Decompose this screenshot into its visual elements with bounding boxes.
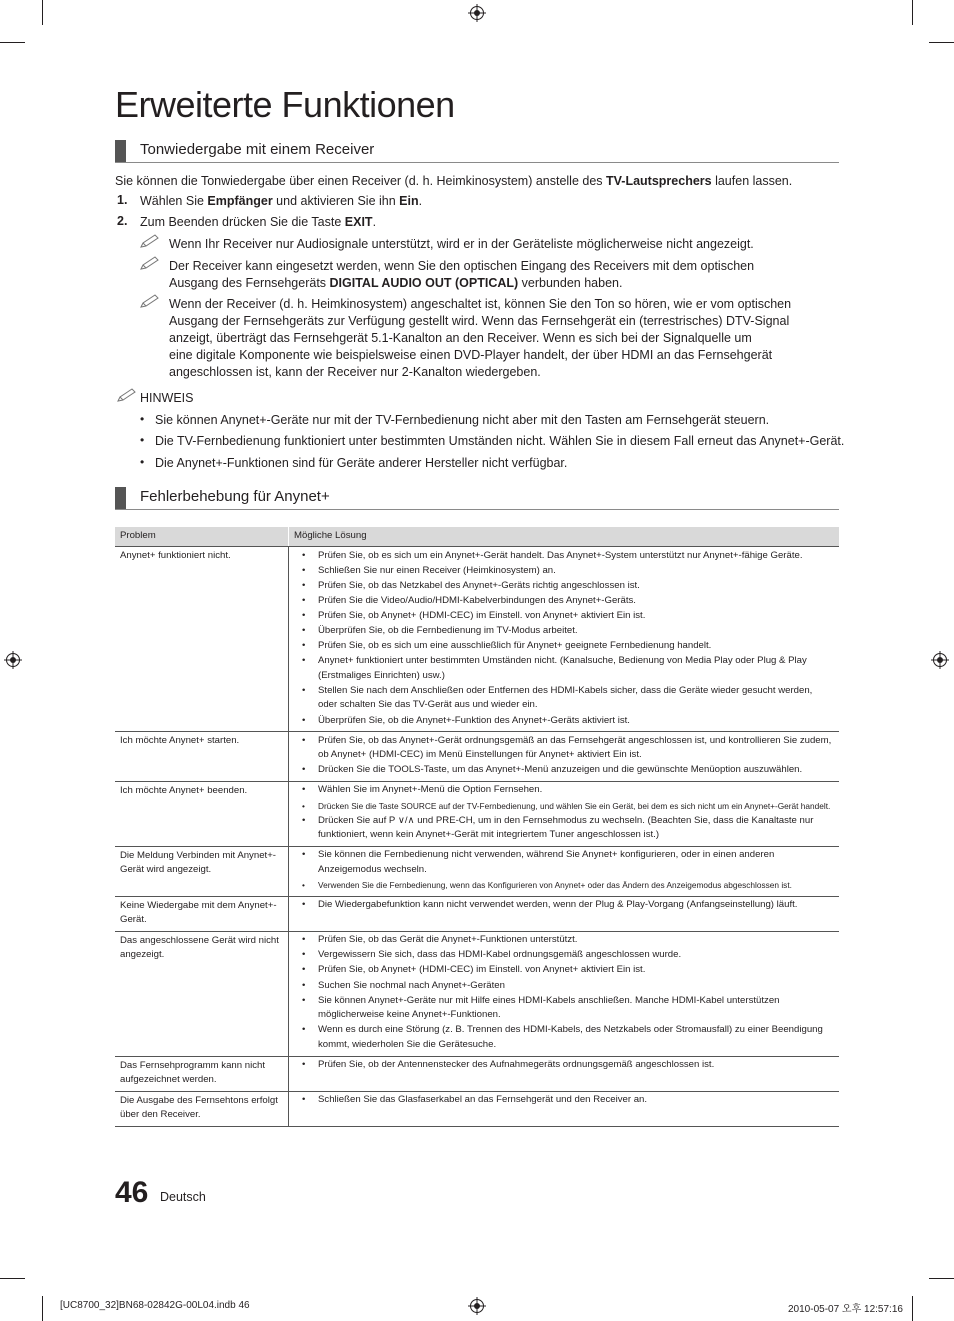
table-row xyxy=(115,732,839,782)
solution-item: • Vergewissern Sie sich, dass das HDMI-Kabel ordnungsgemäß angeschlossen wurde. xyxy=(294,948,834,963)
step-number: 1. xyxy=(117,193,128,207)
note-text: Wenn Ihr Receiver nur Audiosignale unterstützt, wird er in der Geräteliste möglicherweise nicht angezeigt. xyxy=(169,237,754,251)
problem-cell: Die Ausgabe des Fernsehtons erfolgt über den Receiver. xyxy=(115,1091,289,1126)
solution-cell xyxy=(289,896,840,931)
solution-item: • Prüfen Sie, ob es sich um ein Anynet+-Gerät handelt. Das Anynet+-System unterstützt nur Anynet+-fähige Geräte. xyxy=(294,549,834,564)
solution-cell xyxy=(289,732,840,782)
registration-mark-icon xyxy=(468,4,486,22)
solution-cell xyxy=(289,846,840,896)
registration-mark-icon xyxy=(931,651,949,669)
solution-item: • Drücken Sie auf P ∨/∧ und PRE-CH, um in den Fernsehmodus zu wechseln. (Beachten Sie, dass die Kanaltaste nur funktioniert, wenn kein Anynet+-Gerät mit integriertem Tuner angeschlossen ist.) xyxy=(294,814,834,843)
column-header-problem: Problem xyxy=(115,527,289,547)
registration-mark-icon xyxy=(4,651,22,669)
print-file-info: [UC8700_32]BN68-02842G-00L04.indb 46 xyxy=(60,1300,250,1311)
crop-mark xyxy=(0,42,25,43)
problem-cell: Ich möchte Anynet+ starten. xyxy=(115,732,289,782)
solution-item: • Wählen Sie im Anynet+-Menü die Option Fernsehen. xyxy=(294,783,834,798)
solution-item: • Drücken Sie die TOOLS-Taste, um das Anynet+-Menü anzuzeigen und die gewünschte Menüoption auszuwählen. xyxy=(294,763,834,778)
page-language: Deutsch xyxy=(160,1190,206,1204)
solution-item: • Verwenden Sie die Fernbedienung, wenn das Konfigurieren von Anynet+ oder das Ändern des Anzeigemodus abgeschlossen ist. xyxy=(294,878,834,893)
solution-item: • Prüfen Sie, ob es sich um eine ausschließlich für Anynet+ geeignete Fernbedienung handelt. xyxy=(294,639,834,654)
pencil-note-icon xyxy=(140,294,160,308)
solution-item: • Wenn es durch eine Störung (z. B. Trennen des HDMI-Kabels, des Netzkabels oder Stromausfall) zu einer Beendigung kommt, wiederholen Sie die Gerätesuche. xyxy=(294,1023,834,1052)
section-heading-receiver xyxy=(115,140,839,163)
solution-item: • Überprüfen Sie, ob die Fernbedienung im TV-Modus arbeitet. xyxy=(294,624,834,639)
solution-item: • Die Wiedergabefunktion kann nicht verwendet werden, wenn der Plug & Play-Vorgang (Anfangseinstellung) läuft. xyxy=(294,898,834,913)
page-title: Erweiterte Funktionen xyxy=(115,84,455,125)
intro-paragraph: Sie können die Tonwiedergabe über einen Receiver (d. h. Heimkinosystem) anstelle des TV-Lautsprechers laufen lassen. xyxy=(115,174,793,188)
solution-cell xyxy=(289,547,840,732)
solution-cell xyxy=(289,931,840,1056)
solution-item: • Sie können die Fernbedienung nicht verwenden, während Sie Anynet+ konfigurieren, oder in einen anderen Anzeigemodus wechseln. xyxy=(294,848,834,877)
solution-item: • Sie können Anynet+-Geräte nur mit Hilfe eines HDMI-Kabels anschließen. Manche HDMI-Kabel unterstützen möglicherweise keine Anynet+-Funktionen. xyxy=(294,994,834,1023)
problem-cell: Das Fernsehprogramm kann nicht aufgezeichnet werden. xyxy=(115,1056,289,1091)
solution-item: • Prüfen Sie, ob Anynet+ (HDMI-CEC) im Einstell. von Anynet+ aktiviert Ein ist. xyxy=(294,963,834,978)
solution-item: • Schließen Sie das Glasfaserkabel an das Fernsehgerät und den Receiver an. xyxy=(294,1093,834,1108)
section-heading-troubleshooting xyxy=(115,487,839,510)
section-bar xyxy=(115,140,126,162)
solution-item: • Anynet+ funktioniert unter bestimmten Umständen nicht. (Kanalsuche, Bedienung von Media Play oder Plug & Play (Erstmaliges Einrichten) usw.) xyxy=(294,654,834,683)
crop-mark xyxy=(42,1296,43,1321)
column-header-solution: Mögliche Lösung xyxy=(289,527,840,547)
registration-mark-icon xyxy=(468,1297,486,1315)
bullet-icon: • xyxy=(140,433,145,447)
table-header-row xyxy=(115,527,839,547)
solution-item: • Suchen Sie nochmal nach Anynet+-Geräten xyxy=(294,979,834,994)
bullet-icon: • xyxy=(140,455,145,469)
problem-cell: Ich möchte Anynet+ beenden. xyxy=(115,781,289,846)
solution-cell xyxy=(289,1091,840,1126)
troubleshooting-table xyxy=(115,527,839,1127)
table-row xyxy=(115,1091,839,1126)
table-row xyxy=(115,1056,839,1091)
problem-cell: Die Meldung Verbinden mit Anynet+-Gerät wird angezeigt. xyxy=(115,846,289,896)
table-row xyxy=(115,846,839,896)
pencil-note-icon xyxy=(140,256,160,270)
solution-item: • Prüfen Sie, ob das Anynet+-Gerät ordnungsgemäß an das Fernsehgerät angeschlossen ist, und kontrollieren Sie zudem, ob Anynet+ (HDMI-CEC) im Menü Einstellungen für Anynet+ aktiviert Ein ist. xyxy=(294,734,834,763)
solution-cell xyxy=(289,1056,840,1091)
hinweis-bullet: Die TV-Fernbedienung funktioniert unter bestimmten Umständen nicht. Wählen Sie in diesem Fall erneut das Anynet+-Gerät. xyxy=(155,434,845,448)
table-row xyxy=(115,896,839,931)
page-number: 46 xyxy=(115,1176,149,1209)
pencil-note-icon xyxy=(140,234,160,248)
problem-cell: Anynet+ funktioniert nicht. xyxy=(115,547,289,732)
hinweis-bullet: Sie können Anynet+-Geräte nur mit der TV-Fernbedienung nicht aber mit den Tasten am Fernsehgerät steuern. xyxy=(155,413,770,427)
crop-mark xyxy=(42,0,43,25)
solution-item: • Überprüfen Sie, ob die Anynet+-Funktion des Anynet+-Geräts aktiviert ist. xyxy=(294,714,834,729)
problem-cell: Keine Wiedergabe mit dem Anynet+-Gerät. xyxy=(115,896,289,931)
problem-cell: Das angeschlossene Gerät wird nicht angezeigt. xyxy=(115,931,289,1056)
bullet-icon: • xyxy=(140,412,145,426)
solution-item: • Prüfen Sie, ob das Netzkabel des Anynet+-Geräts richtig angeschlossen ist. xyxy=(294,579,834,594)
step-text: Zum Beenden drücken Sie die Taste EXIT. xyxy=(140,215,377,229)
solution-item: • Prüfen Sie, ob der Antennenstecker des Aufnahmegeräts ordnungsgemäß angeschlossen ist. xyxy=(294,1058,834,1073)
crop-mark xyxy=(0,1278,25,1279)
section-title: Tonwiedergabe mit einem Receiver xyxy=(140,141,375,158)
crop-mark xyxy=(912,0,913,25)
table-row xyxy=(115,547,839,732)
hinweis-label: HINWEIS xyxy=(140,391,194,405)
pencil-note-icon xyxy=(117,388,137,402)
table-row xyxy=(115,781,839,846)
solution-item: • Drücken Sie die Taste SOURCE auf der TV-Fernbedienung, und wählen Sie ein Gerät, bei dem es sich nicht um ein Anynet+-Gerät handelt. xyxy=(294,799,834,814)
solution-item: • Stellen Sie nach dem Anschließen oder Entfernen des HDMI-Kabels sicher, dass die Geräte wieder gesucht werden, oder schalten Sie das TV-Gerät aus und wieder ein. xyxy=(294,684,834,713)
hinweis-bullet: Die Anynet+-Funktionen sind für Geräte anderer Hersteller nicht verfügbar. xyxy=(155,456,568,470)
print-timestamp: 2010-05-07 오후 12:57:16 xyxy=(788,1304,903,1315)
crop-mark xyxy=(929,42,954,43)
note-text: Wenn der Receiver (d. h. Heimkinosystem) angeschaltet ist, können Sie den Ton so hören, wie er vom optischen Ausgang der Fernsehgeräts zur Verfügung gestellt wird. Wenn das Fernsehgerät ein (terrestrisches) DTV-Signal anzeigt, überträgt das Fernsehgerät 5.1-Kanalton an den Receiver. Wenn es sich bei der Signalquelle um eine digitale Komponente wie beispielsweise einen DVD-Player handelt, der über HDMI an das Fernsehgerät angeschlossen ist, kann der Receiver nur 2-Kanalton wiedergeben. xyxy=(169,297,792,379)
solution-item: • Prüfen Sie, ob Anynet+ (HDMI-CEC) im Einstell. von Anynet+ aktiviert Ein ist. xyxy=(294,609,834,624)
crop-mark xyxy=(912,1296,913,1321)
crop-mark xyxy=(929,1278,954,1279)
step-text: Wählen Sie Empfänger und aktivieren Sie ihn Ein. xyxy=(140,194,423,208)
solution-item: • Prüfen Sie die Video/Audio/HDMI-Kabelverbindungen des Anynet+-Geräts. xyxy=(294,594,834,609)
section-title: Fehlerbehebung für Anynet+ xyxy=(140,488,330,505)
table-row xyxy=(115,931,839,1056)
note-text: Der Receiver kann eingesetzt werden, wenn Sie den optischen Eingang des Receivers mit dem optischen Ausgang des Fernsehgeräts DIGITAL AUDIO OUT (OPTICAL) verbunden haben. xyxy=(169,259,755,290)
step-number: 2. xyxy=(117,214,128,228)
solution-item: • Prüfen Sie, ob das Gerät die Anynet+-Funktionen unterstützt. xyxy=(294,933,834,948)
section-bar xyxy=(115,487,126,509)
solution-item: • Schließen Sie nur einen Receiver (Heimkinosystem) an. xyxy=(294,564,834,579)
solution-cell xyxy=(289,781,840,846)
